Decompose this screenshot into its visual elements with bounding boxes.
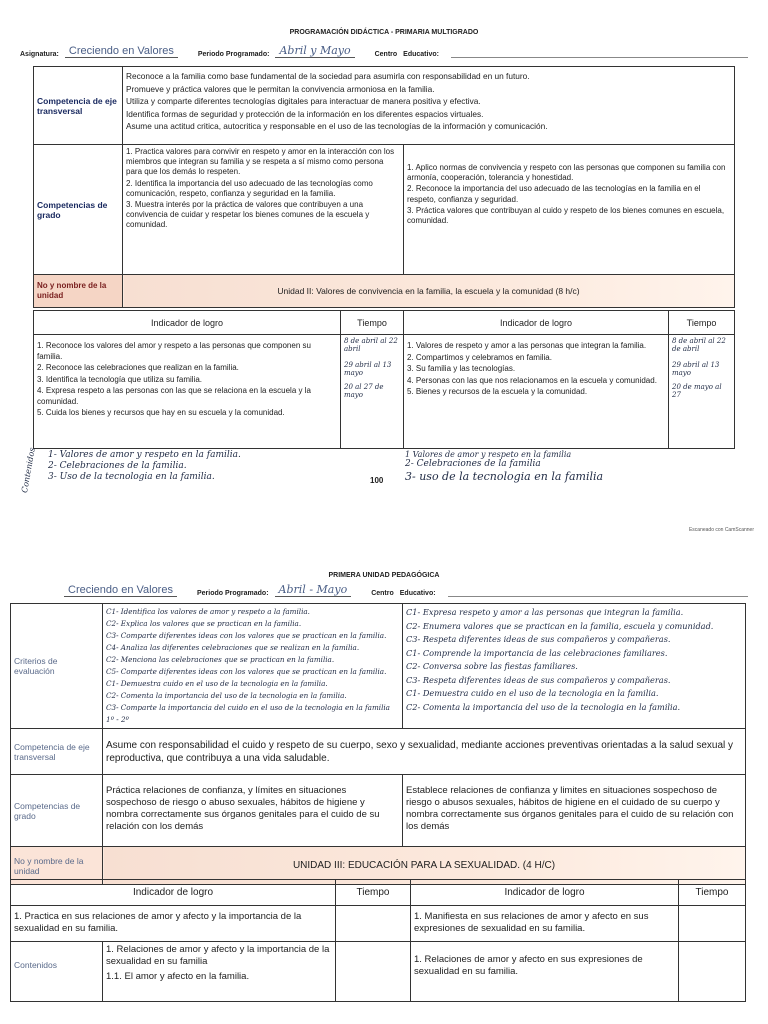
comp-eje-content [123, 67, 735, 145]
criterio-item: C1- Demuestra cuido en el uso de la tecnologia en la familia. [106, 679, 328, 688]
criterios-label: Criterios de evaluación [11, 604, 103, 729]
indicadores-right [404, 335, 669, 449]
educativo-line [451, 50, 748, 58]
criterio-item: C2- Menciona las celebraciones que se practican en la familia. [106, 655, 335, 664]
indicador-item: 5. Bienes y recursos de la escuela y la comunidad. [407, 387, 588, 396]
comp-grado-right: Establece relaciones de confianza y limites en situaciones sospechoso de riesgo o abusos sexuales, hábitos de higiene en el cuidado de su cuerpo y nombra correctamente sus órganos genitales para el cuido de su relación con los demás [403, 775, 746, 847]
comp-eje-text: Asume con responsabilidad el cuido y respeto de su cuerpo, sexo y sexualidad, mediante acciones preventivas orientadas a la salud sexual y reproductiva, que contribuya a una vida saludable. [103, 729, 746, 775]
comp-eje-item: Reconoce a la familia como base fundamental de la sociedad para asumirla con responsabilidad en un futuro. [126, 71, 530, 81]
scanner-watermark: Escaneado con CamScanner [688, 527, 754, 533]
periodo-label: Periodo Programado: [196, 590, 269, 597]
comp-grado-label: Competencias de grado [34, 145, 123, 275]
indicador-item: 4. Personas con las que nos relacionamos en la escuela y comunidad. [407, 375, 657, 385]
page-number: 100 [370, 476, 384, 485]
contenidos-vertical-label: Contenidos [20, 446, 37, 494]
criterio-item: C3- Respeta diferentes ideas de sus compañeros y compañeras. [406, 634, 671, 644]
tiempo-header-right: Tiempo [679, 880, 746, 906]
indicador-left: 1. Practica en sus relaciones de amor y afecto y la importancia de la sexualidad en su familia. [11, 906, 336, 942]
comp-grado-item: 1. Aplico normas de convivencia y respeto con las personas que componen su familia con armonía, cooperación, tolerancia y honestidad. [407, 163, 726, 183]
indicador-item: 3. Su familia y las tecnologías. [407, 364, 516, 373]
asignatura-label: Asignatura: [20, 51, 59, 58]
tiempo-header-left: Tiempo [341, 311, 404, 335]
comp-eje-item: Identifica formas de seguridad y protección de la información en los diferentes espacios virtuales. [126, 108, 484, 119]
contenido-item: 1- Valores de amor y respeto en la familia. [48, 450, 241, 460]
comp-grado-right [404, 145, 735, 275]
tiempo-item: 29 abril al 13 mayo [344, 361, 392, 377]
contenido-item: 3- uso de la tecnologia en la familia [405, 470, 604, 483]
indicador-item: 3. Identifica la tecnología que utiliza su familia. [37, 374, 202, 384]
asignatura-value: Creciendo en Valores [65, 45, 178, 58]
comp-eje-label: Competencia de eje transversal [34, 67, 123, 145]
contenido-item: 1.1. El amor y afecto en la familia. [106, 971, 250, 982]
comp-grado-left: Práctica relaciones de confianza, y límites en situaciones sospechoso de riesgo o abuso sexuales, hábitos de higiene y nombra correctamente sus órganos genitales para el cuido de su relación con los demás [103, 775, 403, 847]
unidad-text: Unidad II: Valores de convivencia en la familia, la escuela y la comunidad (8 h/c) [123, 275, 735, 308]
contenido-item: 1 Valores de amor y respeto en la familia [405, 450, 572, 459]
page1-indicadores-table [33, 310, 735, 449]
indicador-header-right: Indicador de logro [411, 880, 679, 906]
comp-eje-item: Utiliza y comparte diferentes tecnologías digitales para interactuar de manera positiva y efectiva. [126, 96, 481, 106]
criterio-item: C1- Comprende la importancia de las celebraciones familiares. [406, 647, 668, 658]
tiempo-cell-right [679, 942, 746, 1002]
tiempo-header-left: Tiempo [336, 880, 411, 906]
comp-grado-item: 2. Reconoce la importancia del uso adecuado de las tecnologías en la familia en el respeto, confianza y seguridad. [407, 184, 701, 204]
criterios-right [403, 604, 746, 729]
criterio-item: C1- Demuestra cuido en el uso de la tecnologia en la familia. [406, 688, 659, 698]
criterio-item: C3- Respeta diferentes ideas de sus compañeros y compañeras. [406, 674, 671, 685]
educativo-line [448, 589, 748, 597]
indicador-header-left: Indicador de logro [11, 880, 336, 906]
educativo-label: Educativo: [403, 51, 439, 58]
educativo-label: Educativo: [399, 590, 436, 597]
page1-title: PROGRAMACIÓN DIDÁCTICA - PRIMARIA MULTIGRADO [289, 29, 479, 36]
indicador-item: 5. Cuida los bienes y recursos que hay en su escuela y la comunidad. [37, 408, 285, 417]
asignatura-value: Creciendo en Valores [64, 584, 177, 597]
unidad-label: No y nombre de la unidad [11, 847, 103, 885]
criterio-item: C1- Expresa respeto y amor a las personas que integran la familia. [406, 607, 684, 617]
unidad-label: No y nombre de la unidad [34, 275, 123, 308]
indicador-item: 2. Compartimos y celebramos en familia. [407, 352, 552, 362]
contenido-item: 3- Uso de la tecnologia en la familia. [48, 472, 215, 482]
centro-label: Centro [374, 51, 398, 58]
comp-grado-left [123, 145, 404, 275]
page2-indicadores-table [10, 879, 746, 1002]
criterio-item: C2- Comenta la importancia del uso de la tecnologia en la familia. [406, 701, 681, 712]
tiempo-item: 20 de mayo al 27 [672, 383, 722, 399]
indicador-item: 1. Reconoce los valores del amor y respeto a las personas que componen su familia. [37, 341, 311, 361]
indicadores-left [34, 335, 341, 449]
criterio-item: C4- Analiza las diferentes celebraciones que se realizan en la familia. [106, 643, 360, 652]
tiempo-right [669, 335, 735, 449]
criterio-item: C2- Comenta la importancia del uso de la tecnologia en la familia. [106, 691, 347, 700]
contenidos-left [103, 942, 336, 1002]
contenido-item: 2- Celebraciones de la familia [405, 459, 541, 469]
indicador-right: 1. Manifiesta en sus relaciones de amor y afecto en sus expresiones de sexualidad en su familia. [411, 906, 679, 942]
criterio-item: C5- Comparte diferentes ideas con los valores que se practican en la familia. [106, 667, 387, 676]
contenidos-right [405, 450, 603, 484]
page1-header-row [20, 44, 748, 58]
tiempo-cell-right [679, 906, 746, 942]
page2-table [10, 603, 746, 885]
criterio-item: C3- Comparte diferentes ideas con los valores que se practican en la familia. [106, 631, 387, 640]
periodo-label: Periodo Programado: [197, 51, 270, 58]
indicador-item: 1. Valores de respeto y amor a las personas que integran la familia. [407, 341, 647, 350]
criterio-item: C2- Conversa sobre las fiestas familiares. [406, 661, 578, 671]
indicador-header-right: Indicador de logro [404, 311, 669, 335]
contenido-item: 1. Relaciones de amor y afecto y la importancia de la sexualidad en su familia [106, 944, 330, 967]
contenido-item: 2- Celebraciones de la familia. [48, 461, 187, 471]
tiempo-header-right: Tiempo [669, 311, 735, 335]
periodo-value: Abril y Mayo [275, 44, 354, 58]
indicador-item: 2. Reconoce las celebraciones que realizan en la familia. [37, 363, 239, 372]
criterio-item: C1- Identifica los valores de amor y respeto a la familia. [106, 607, 310, 616]
periodo-value: Abril - Mayo [275, 583, 352, 597]
criterio-item: C3- Comparte la importancia del cuido en el uso de la tecnologia en la familia 1º - 2º [106, 703, 390, 724]
page2-header-row [20, 583, 748, 597]
unidad-text: UNIDAD III: EDUCACIÓN PARA LA SEXUALIDAD. (4 H/C) [103, 847, 746, 885]
criterio-item: C2- Enumera valores que se practican en la familia, escuela y comunidad. [406, 620, 714, 631]
tiempo-cell-left [336, 942, 411, 1002]
indicador-item: 4. Expresa respeto a las personas con las que se relaciona en la escuela y la comunidad. [37, 386, 311, 406]
tiempo-item: 20 al 27 de mayo [344, 383, 384, 399]
criterio-item: C2- Explica los valores que se practican en la familia. [106, 619, 302, 628]
tiempo-left [341, 335, 404, 449]
comp-grado-item: 3. Práctica valores que contribuyan al cuido y respeto de los bienes comunes en escuela, comunidad. [407, 205, 725, 226]
comp-grado-label: Competencias de grado [11, 775, 103, 847]
tiempo-item: 8 de abril al 22 de abril [672, 337, 726, 353]
contenidos-right: 1. Relaciones de amor y afecto en sus expresiones de sexualidad en su familia. [411, 942, 679, 1002]
comp-grado-item: 3. Muestra interés por la práctica de valores que contribuyen a una convivencia de cuidar y respetar los bienes comunes de la escuela y comunidad. [126, 200, 370, 230]
tiempo-item: 8 de abril al 22 abril [344, 337, 398, 353]
indicador-header-left: Indicador de logro [34, 311, 341, 335]
page1-competencias-table [33, 66, 735, 308]
tiempo-item: 29 abril al 13 mayo [672, 361, 720, 377]
comp-eje-item: Asume una actitud critica, autocritica y responsable en el uso de las tecnologías de la información y comunicación. [126, 121, 548, 131]
comp-eje-label: Competencia de eje transversal [11, 729, 103, 775]
tiempo-cell-left [336, 906, 411, 942]
criterios-left [103, 604, 403, 729]
page2-title: PRIMERA UNIDAD PEDAGÓGICA [328, 572, 440, 579]
contenidos-left [48, 450, 241, 483]
comp-eje-item: Promueve y práctica valores que le permitan la convivencia armoniosa en la familia. [126, 83, 435, 94]
contenidos-label: Contenidos [11, 942, 103, 1002]
comp-grado-item: 1. Practica valores para convivir en respeto y amor en la interacción con los miembros que integran su familia y se respeta a sí mismo como persona para que los demás lo respeten. [126, 147, 395, 177]
comp-grado-item: 2. Identifica la importancia del uso adecuado de las tecnologías como comunicación, respeto, confianza y seguridad en la familia. [126, 178, 373, 198]
centro-label: Centro [371, 590, 394, 597]
